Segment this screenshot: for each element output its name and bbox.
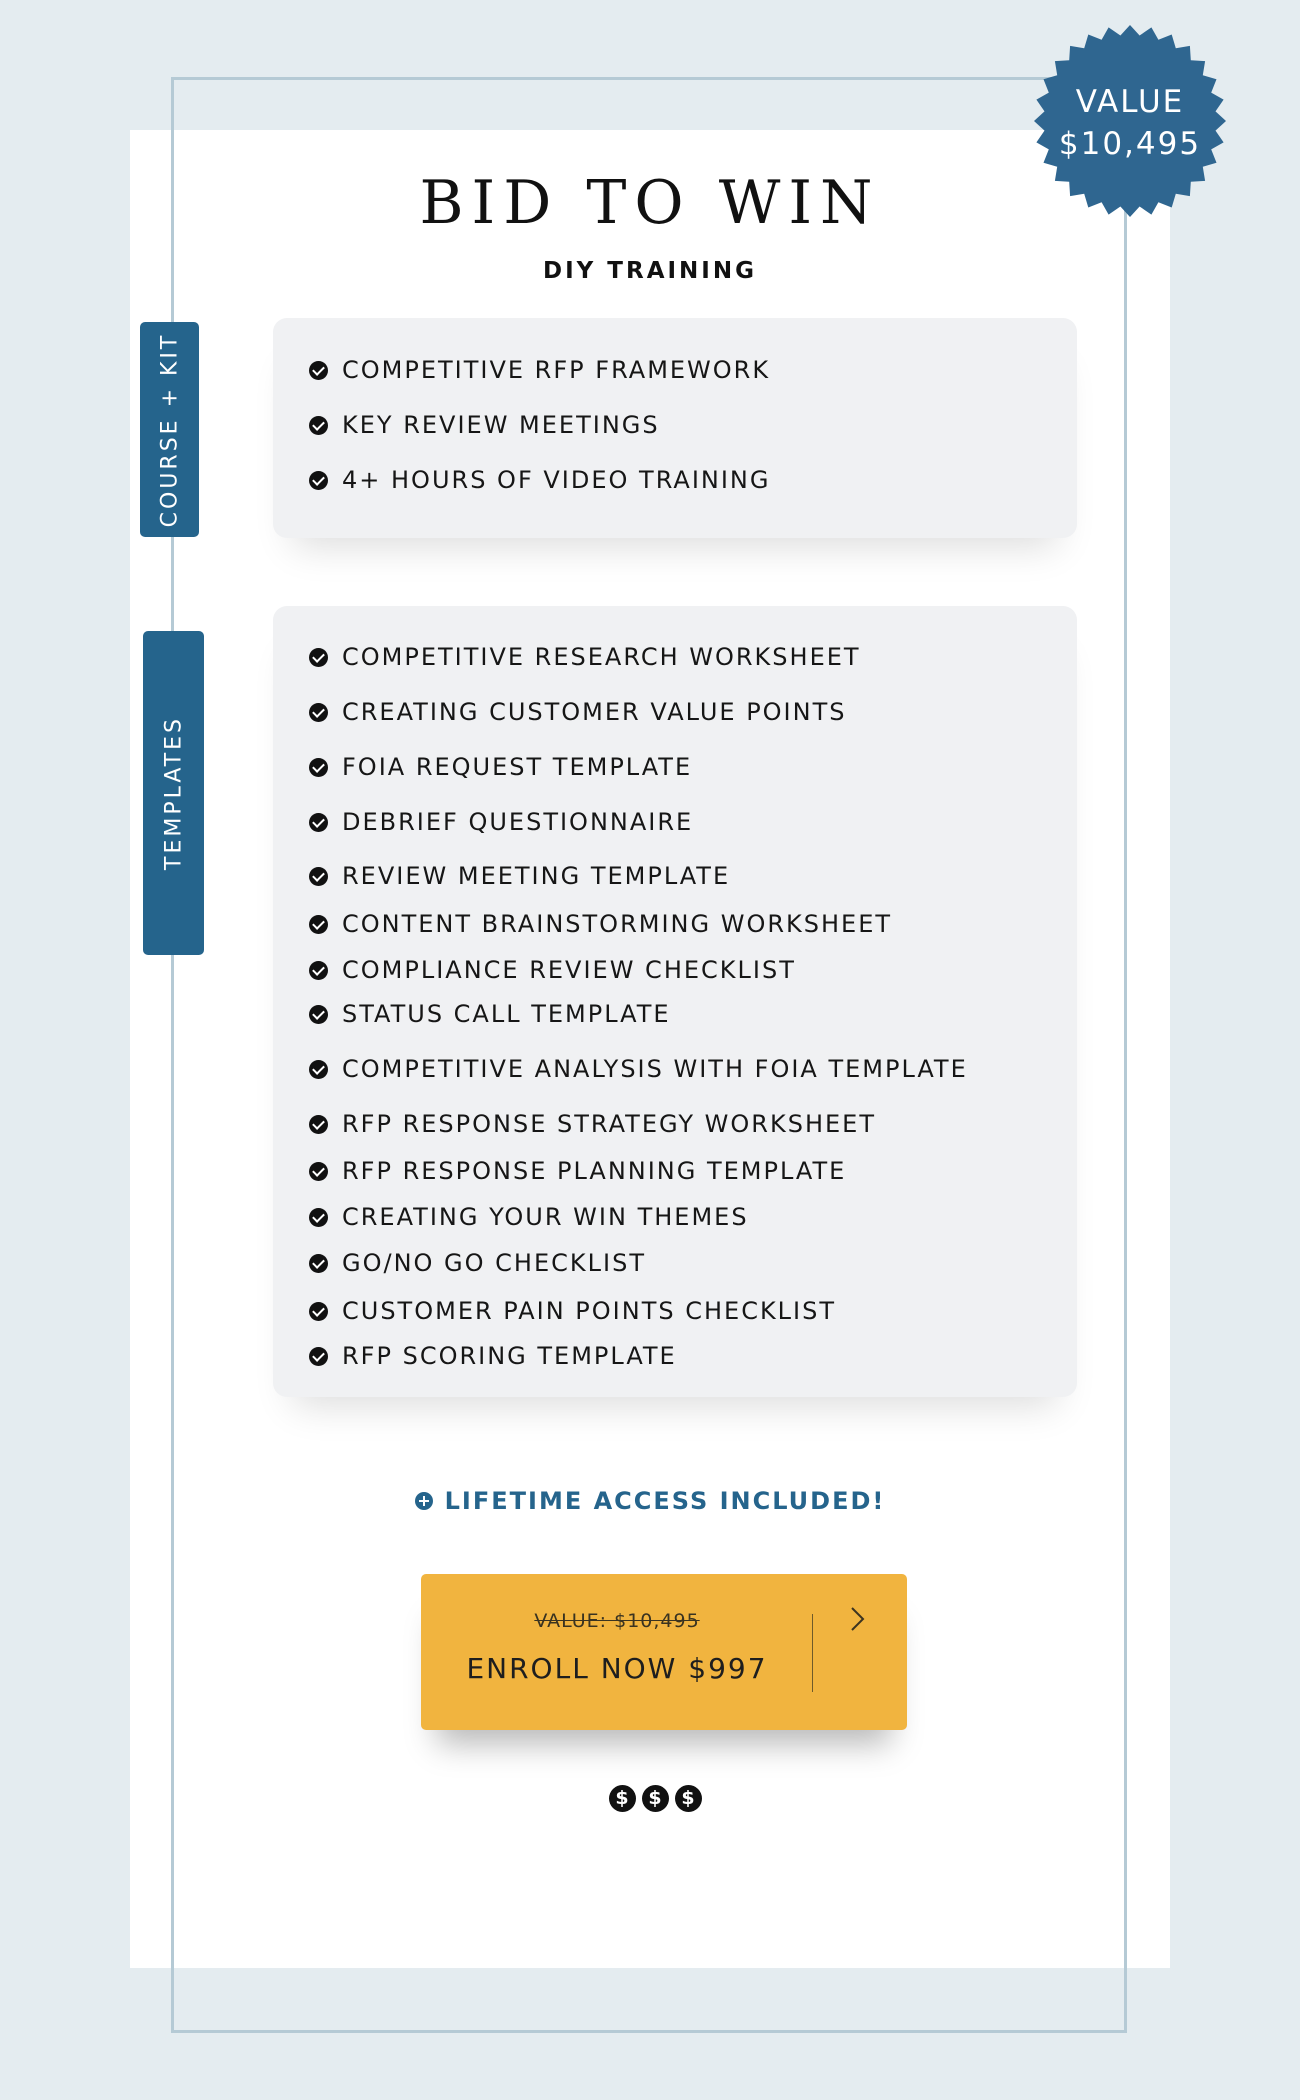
tab-course-kit [140,322,199,537]
check-circle-icon [309,758,328,777]
list-item [309,750,692,784]
lifetime-access-note [300,1487,1000,1515]
value-badge [1033,24,1227,218]
list-item-label: CUSTOMER PAIN POINTS CHECKLIST [342,1297,837,1325]
list-item [309,907,892,941]
payment-icons [600,1785,710,1812]
list-item-label: CREATING YOUR WIN THEMES [342,1203,749,1231]
check-circle-icon [309,1162,328,1181]
page-subtitle: DIY TRAINING [542,258,757,284]
chevron-right-icon [842,1604,872,1634]
badge-line-2: $10,495 [1058,126,1202,162]
list-item [309,1200,749,1234]
list-item-label: RFP SCORING TEMPLATE [342,1342,677,1370]
list-item [309,695,846,729]
list-item [309,408,660,442]
list-item [309,859,730,893]
plus-circle-icon [415,1492,433,1510]
check-circle-icon [309,1347,328,1366]
tab-templates-label: TEMPLATES [161,716,186,870]
check-circle-icon [309,1115,328,1134]
button-divider [812,1614,813,1692]
dollar-coin-icon: $ [675,1785,702,1812]
list-item-label: GO/NO GO CHECKLIST [342,1249,646,1277]
list-item [309,463,770,497]
check-circle-icon [309,703,328,722]
list-item [309,997,671,1031]
dollar-coin-icon: $ [642,1785,669,1812]
check-circle-icon [309,1208,328,1227]
lifetime-access-text: LIFETIME ACCESS INCLUDED! [444,1487,886,1515]
check-circle-icon [309,1005,328,1024]
list-item [309,640,861,674]
list-item [309,1246,646,1280]
check-circle-icon [309,867,328,886]
check-circle-icon [309,915,328,934]
list-item-label: COMPETITIVE RESEARCH WORKSHEET [342,643,861,671]
list-item [309,1052,968,1086]
badge-line-1: VALUE [1075,84,1185,120]
check-circle-icon [309,1060,328,1079]
list-item-label: COMPETITIVE ANALYSIS WITH FOIA TEMPLATE [342,1055,968,1083]
check-circle-icon [309,648,328,667]
list-item [309,1154,846,1188]
list-item-label: FOIA REQUEST TEMPLATE [342,753,693,781]
enroll-now-label: ENROLL NOW $997 [466,1652,768,1685]
list-item-label: COMPLIANCE REVIEW CHECKLIST [342,956,796,984]
check-circle-icon [309,361,328,380]
check-circle-icon [309,813,328,832]
list-item-label: CREATING CUSTOMER VALUE POINTS [342,698,847,726]
list-item-label: KEY REVIEW MEETINGS [342,411,660,439]
list-item-label: RFP RESPONSE STRATEGY WORKSHEET [342,1110,876,1138]
course-items-panel [273,318,1077,538]
list-item-label: 4+ HOURS OF VIDEO TRAINING [342,466,771,494]
dollar-coin-icon: $ [609,1785,636,1812]
list-item-label: COMPETITIVE RFP FRAMEWORK [342,356,771,384]
list-item [309,805,693,839]
original-value-price: VALUE: $10,495 [534,1610,700,1632]
page-title: BID TO WIN [419,168,881,238]
check-circle-icon [309,416,328,435]
list-item [309,1294,836,1328]
list-item-label: RFP RESPONSE PLANNING TEMPLATE [342,1157,847,1185]
template-items-panel [273,606,1077,1397]
check-circle-icon [309,1254,328,1273]
enroll-now-button[interactable] [421,1574,907,1730]
list-item [309,953,796,987]
badge-text [1033,81,1227,165]
check-circle-icon [309,961,328,980]
list-item-label: CONTENT BRAINSTORMING WORKSHEET [342,910,893,938]
check-circle-icon [309,471,328,490]
list-item-label: REVIEW MEETING TEMPLATE [342,862,731,890]
list-item [309,353,770,387]
list-item-label: STATUS CALL TEMPLATE [342,1000,671,1028]
tab-templates [143,631,204,955]
list-item [309,1107,876,1141]
check-circle-icon [309,1302,328,1321]
list-item [309,1339,677,1373]
tab-course-kit-label: COURSE + KIT [157,332,182,527]
list-item-label: DEBRIEF QUESTIONNAIRE [342,808,694,836]
